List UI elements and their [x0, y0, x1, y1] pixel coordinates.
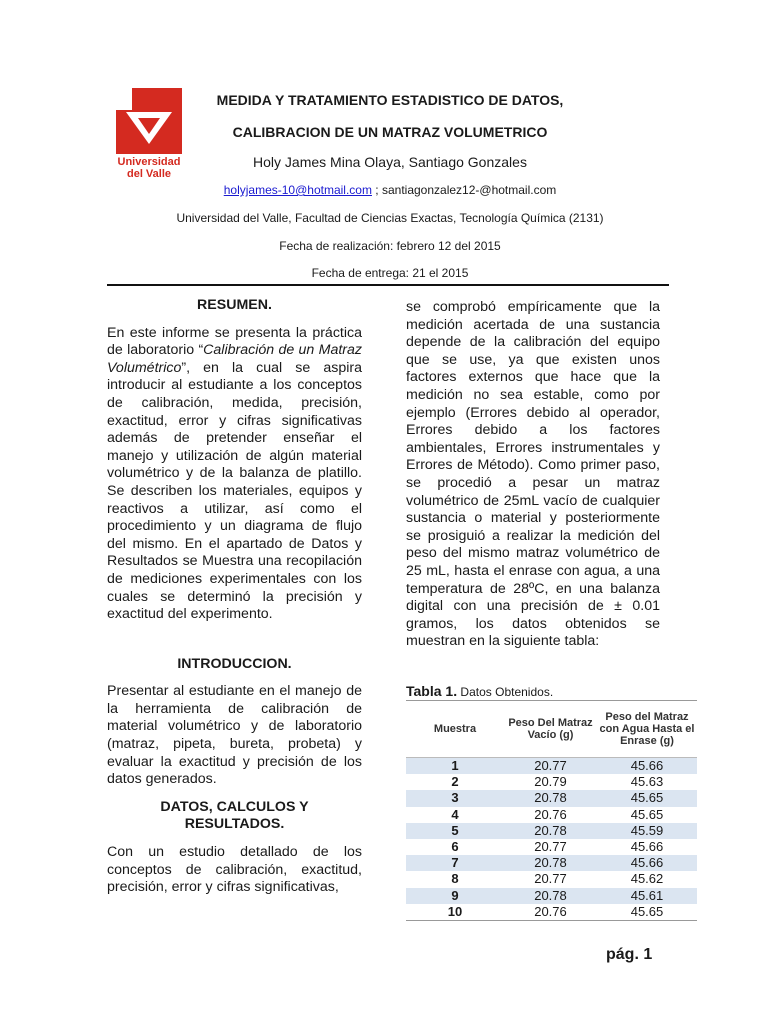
col-header-muestra: Muestra: [406, 701, 504, 758]
resumen-heading: RESUMEN.: [197, 297, 272, 313]
resumen-paragraph: [107, 325, 362, 624]
left-column: [107, 297, 362, 897]
cell-peso-vacio: 20.78: [504, 855, 597, 871]
right-column-paragraph: se comprobó empíricamente que la medición acertada de una sustancia depende de la calibración del equipo que se use, ya que existen unos factores externos que hace que la medición no sea estable, como por ejemplo (Errores debido al operador, Errores debido a los factores ambientales, Errores instrumentales y Errores de Método). Como primer paso, se procedió a pesar un matraz volumétrico de 25mL vacío de cualquier sustancia o material y posteriormente se prosiguió a realizar la medición del peso del mismo matraz volumétrico de 25 mL, hasta el enrase con agua, a una temperatura de 28ºC, en una balanza digital con una precisión de ± 0.01 gramos, los datos obtenidos se muestran en la siguiente tabla:: [406, 299, 660, 650]
table-row: [406, 758, 697, 775]
logo-text-line1: Universidad: [117, 156, 181, 168]
page-number: pág. 1: [606, 946, 653, 963]
cell-peso-enrase: 45.63: [630, 774, 664, 790]
table-row: [406, 774, 697, 790]
email-2: santiagonzalez12-@hotmail.com: [381, 183, 557, 197]
table-caption: [406, 683, 553, 699]
table-caption-label: Tabla 1.: [406, 683, 458, 699]
email-separator: ;: [371, 183, 382, 197]
affiliation: Universidad del Valle, Facultad de Ciencias Exactas, Tecnología Química (2131): [176, 211, 604, 225]
table-row: [406, 904, 697, 921]
authors: Holy James Mina Olaya, Santiago Gonzales: [253, 154, 527, 170]
cell-peso-vacio: 20.78: [504, 790, 597, 806]
cell-peso-enrase: 45.66: [630, 839, 664, 855]
cell-peso-vacio: 20.79: [534, 774, 567, 790]
cell-peso-enrase: 45.65: [630, 806, 664, 822]
cell-muestra: 6: [451, 839, 459, 855]
table-row: [406, 871, 697, 887]
resumen-text-start: En este informe se presenta la práctica de laboratorio “: [107, 324, 362, 359]
table-row: [406, 839, 697, 855]
cell-muestra: 5: [406, 823, 504, 839]
fecha-realizacion: Fecha de realización: febrero 12 del 2015: [279, 239, 501, 253]
cell-muestra: 3: [406, 790, 504, 806]
cell-peso-vacio: 20.77: [534, 839, 567, 855]
header-divider: [107, 284, 669, 286]
table-caption-text: Datos Obtenidos.: [457, 685, 554, 699]
col-header-peso-enrase: Peso del Matraz con Agua Hasta el Enrase (g): [597, 701, 697, 758]
paper-title-line2: CALIBRACION DE UN MATRAZ VOLUMETRICO: [232, 124, 548, 140]
cell-peso-enrase: 45.66: [597, 855, 697, 871]
datos-heading: DATOS, CALCULOS Y RESULTADOS.: [160, 798, 309, 833]
cell-muestra: 7: [406, 855, 504, 871]
cell-peso-enrase: 45.65: [597, 790, 697, 806]
cell-peso-vacio: 20.77: [504, 758, 597, 775]
cell-peso-enrase: 45.62: [630, 871, 664, 887]
table-row: [406, 855, 697, 871]
cell-muestra: 1: [406, 758, 504, 775]
data-table: [406, 700, 697, 921]
resumen-text-end: ”, en la cual se aspira introducir al estudiante a los conceptos de calibración, medida, precisión, exactitud, error y cifras significativas además de pretender enseñar el manejo y utilización de algún material volumétrico y de la balanza de platillo. Se describen los materiales, equipos y reactivos a utilizar, así como el procedimiento y un diagrama de flujo del mismo. En el apartado de Datos y Resultados se Muestra una recopilación de mediciones experimentales con los cuales se determinó la precisión y exactitud del experimento.: [107, 359, 362, 623]
cell-peso-vacio: 20.76: [534, 806, 567, 822]
cell-peso-vacio: 20.76: [504, 904, 597, 921]
right-column: [406, 299, 660, 651]
cell-peso-enrase: 45.66: [597, 758, 697, 775]
table-row: [406, 823, 697, 839]
cell-peso-enrase: 45.61: [597, 888, 697, 904]
cell-peso-enrase: 45.59: [597, 823, 697, 839]
cell-muestra: 10: [406, 904, 504, 921]
cell-muestra: 2: [451, 774, 459, 790]
table-header-row: [406, 701, 697, 758]
cell-peso-enrase: 45.65: [597, 904, 697, 921]
resumen-text-italic: Calibración de un Matraz Volumétrico: [107, 342, 362, 376]
emails: [150, 183, 630, 197]
cell-peso-vacio: 20.78: [504, 888, 597, 904]
cell-peso-vacio: 20.77: [534, 871, 567, 887]
fecha-entrega: Fecha de entrega: 21 el 2015: [311, 266, 469, 280]
table-row: [406, 790, 697, 806]
cell-muestra: 9: [406, 888, 504, 904]
logo-text-line2: del Valle: [126, 168, 172, 180]
table-row: [406, 807, 697, 823]
paper-title-line1: MEDIDA Y TRATAMIENTO ESTADISTICO DE DATOS,: [216, 92, 564, 108]
col-header-peso-vacio: Peso Del Matraz Vacío (g): [504, 701, 597, 758]
introduccion-paragraph: Presentar al estudiante en el manejo de la herramienta de calibración de material volumétrico y de laboratorio (matraz, pipeta, bureta, probeta) y evaluar la exactitud y precisión de los datos generados.: [107, 683, 362, 788]
email-link-1[interactable]: holyjames-10@hotmail.com: [223, 183, 372, 197]
cell-muestra: 8: [451, 871, 459, 887]
datos-paragraph: Con un estudio detallado de los conceptos de calibración, exactitud, precisión, error y cifras significativas,: [107, 844, 362, 896]
introduccion-heading: INTRODUCCION.: [177, 655, 292, 672]
cell-peso-vacio: 20.78: [504, 823, 597, 839]
cell-muestra: 4: [451, 806, 459, 822]
table-row: [406, 888, 697, 904]
